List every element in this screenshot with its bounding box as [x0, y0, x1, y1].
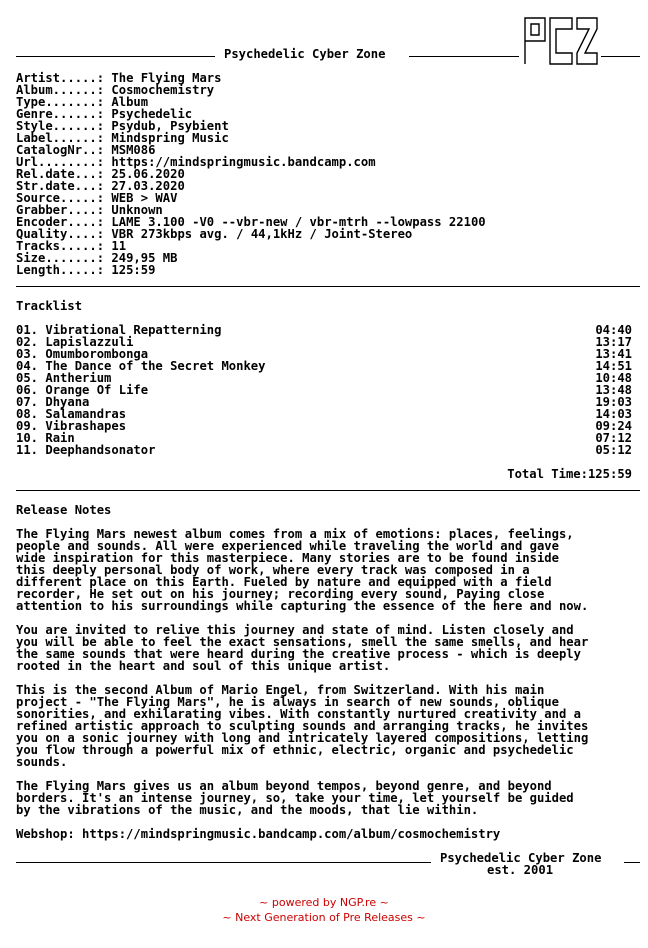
info-label: Quality....: [16, 227, 105, 241]
info-value: 249,95 MB [111, 251, 178, 265]
release-notes [16, 528, 588, 852]
track-title: Rain [45, 431, 75, 445]
info-label: Length.....: [16, 263, 105, 277]
track-row [16, 384, 632, 396]
release-notes-paragraph: The Flying Mars newest album comes from a mix of emotions: places, feelings, people and sounds. All were experienced while traveling the world and gave wide inspiration for this masterpiece. Many stories are to be found inside this deeply personal body of work, where every track was composed in a different place on this Earth. Fueled by nature and equipped with a field recorder, He set out on his journey; recording every sound, Paying close attention to his surroundings while capturing the essence of the here and now. [16, 527, 589, 613]
track-number: 06. [16, 383, 39, 397]
info-label: Rel.date...: [16, 167, 105, 181]
footer-rule-left [16, 862, 431, 863]
info-value: Cosmochemistry [111, 83, 215, 97]
pcz-logo [522, 17, 598, 65]
track-duration: 13:41 [595, 347, 632, 361]
header-title: Psychedelic Cyber Zone [224, 47, 386, 61]
info-label: Label......: [16, 131, 105, 145]
info-label: Type.......: [16, 95, 105, 109]
footer-rule-right [624, 862, 640, 863]
track-title: Vibrashapes [45, 419, 127, 433]
divider-tracklist [16, 490, 640, 491]
info-label: Artist.....: [16, 71, 105, 85]
track-duration: 07:12 [595, 431, 632, 445]
info-label: Encoder....: [16, 215, 105, 229]
info-value: 11 [111, 239, 127, 253]
track-duration: 13:17 [595, 335, 632, 349]
info-label: Str.date...: [16, 179, 105, 193]
info-label: Tracks.....: [16, 239, 105, 253]
powered-by[interactable]: ~ powered by NGP.re ~ [259, 896, 389, 909]
info-value: Psydub, Psybient [111, 119, 229, 133]
info-value: The Flying Mars [111, 71, 222, 85]
total-time-label: Total Time: [507, 467, 588, 481]
track-title: Orange Of Life [45, 383, 149, 397]
header-rule-left [16, 56, 215, 57]
track-number: 02. [16, 335, 39, 349]
track-title: Vibrational Repatterning [45, 323, 222, 337]
release-notes-heading: Release Notes [16, 503, 112, 517]
track-duration: 13:48 [595, 383, 632, 397]
release-notes-paragraph: The Flying Mars gives us an album beyond tempos, beyond genre, and beyond borders. It's an intense journey, so, take your time, let yourself be guided by the vibrations of the music, and the moods, that lie within. [16, 779, 574, 817]
track-row [16, 420, 632, 432]
track-title: Antherium [45, 371, 112, 385]
info-value: Album [111, 95, 149, 109]
info-value: Psychedelic [111, 107, 193, 121]
track-title: Salamandras [45, 407, 127, 421]
info-value: Mindspring Music [111, 131, 229, 145]
info-value: 27.03.2020 [111, 179, 185, 193]
track-duration: 05:12 [595, 443, 632, 457]
info-value: Unknown [111, 203, 163, 217]
track-number: 11. [16, 443, 39, 457]
info-label: Genre......: [16, 107, 105, 121]
track-number: 10. [16, 431, 39, 445]
track-duration: 10:48 [595, 371, 632, 385]
tracklist [16, 324, 632, 456]
header-rule-mid [409, 56, 519, 57]
info-label: Style......: [16, 119, 105, 133]
info-label: CatalogNr..: [16, 143, 105, 157]
release-notes-paragraph: This is the second Album of Mario Engel, from Switzerland. With his main project - "The Flying Mars", he is always in search of new sounds, oblique sonorities, and exhilarating vibes. With constantly nurtured creativity and a refined artistic approach to sculpting sounds and arranging tracks, he invites you on a sonic journey with long and intricately layered compositions, letting you flow through a powerful mix of ethnic, electric, organic and psychedelic sounds. [16, 683, 589, 769]
info-value: MSM086 [111, 143, 156, 157]
info-value: WEB > WAV [111, 191, 178, 205]
track-row [16, 444, 632, 456]
track-title: The Dance of the Secret Monkey [45, 359, 266, 373]
divider-info [16, 286, 640, 287]
track-title: Lapislazzuli [45, 335, 134, 349]
info-value: 125:59 [111, 263, 156, 277]
footer-est: est. 2001 [487, 863, 554, 877]
info-value: VBR 273kbps avg. / 44,1kHz / Joint-Stereo [111, 227, 413, 241]
footer-tagline: ~ Next Generation of Pre Releases ~ [222, 911, 426, 924]
info-label: Url........: [16, 155, 105, 169]
track-title: Deephandsonator [45, 443, 156, 457]
info-value[interactable]: https://mindspringmusic.bandcamp.com [111, 155, 376, 169]
track-number: 04. [16, 359, 39, 373]
track-duration: 14:03 [595, 407, 632, 421]
info-label: Size.......: [16, 251, 105, 265]
track-number: 03. [16, 347, 39, 361]
header-rule-right [601, 56, 640, 57]
track-title: Dhyana [45, 395, 90, 409]
track-duration: 19:03 [595, 395, 632, 409]
info-row [16, 264, 486, 276]
track-number: 07. [16, 395, 39, 409]
track-number: 09. [16, 419, 39, 433]
track-number: 01. [16, 323, 39, 337]
info-label: Grabber....: [16, 203, 105, 217]
track-duration: 14:51 [595, 359, 632, 373]
track-number: 05. [16, 371, 39, 385]
total-time-value: 125:59 [587, 467, 632, 481]
track-duration: 04:40 [595, 323, 632, 337]
info-label: Source.....: [16, 191, 105, 205]
track-number: 08. [16, 407, 39, 421]
tracklist-heading: Tracklist [16, 299, 83, 313]
release-notes-paragraph: You are invited to relive this journey and state of mind. Listen closely and you will be able to feel the exact sensations, smell the same smells, and hear the same sounds that were heard during the creative process - which is deeply rooted in the heart and soul of this unique artist. [16, 623, 589, 673]
info-value: LAME 3.100 -V0 --vbr-new / vbr-mtrh --lowpass 22100 [111, 215, 486, 229]
webshop-link[interactable]: Webshop: https://mindspringmusic.bandcamp.com/album/cosmochemistry [16, 827, 501, 841]
info-block [16, 72, 486, 276]
track-duration: 09:24 [595, 419, 632, 433]
footer-title: Psychedelic Cyber Zone [440, 851, 602, 865]
total-time [16, 468, 632, 480]
info-value: 25.06.2020 [111, 167, 185, 181]
info-label: Album......: [16, 83, 105, 97]
track-title: Omumborombonga [45, 347, 149, 361]
